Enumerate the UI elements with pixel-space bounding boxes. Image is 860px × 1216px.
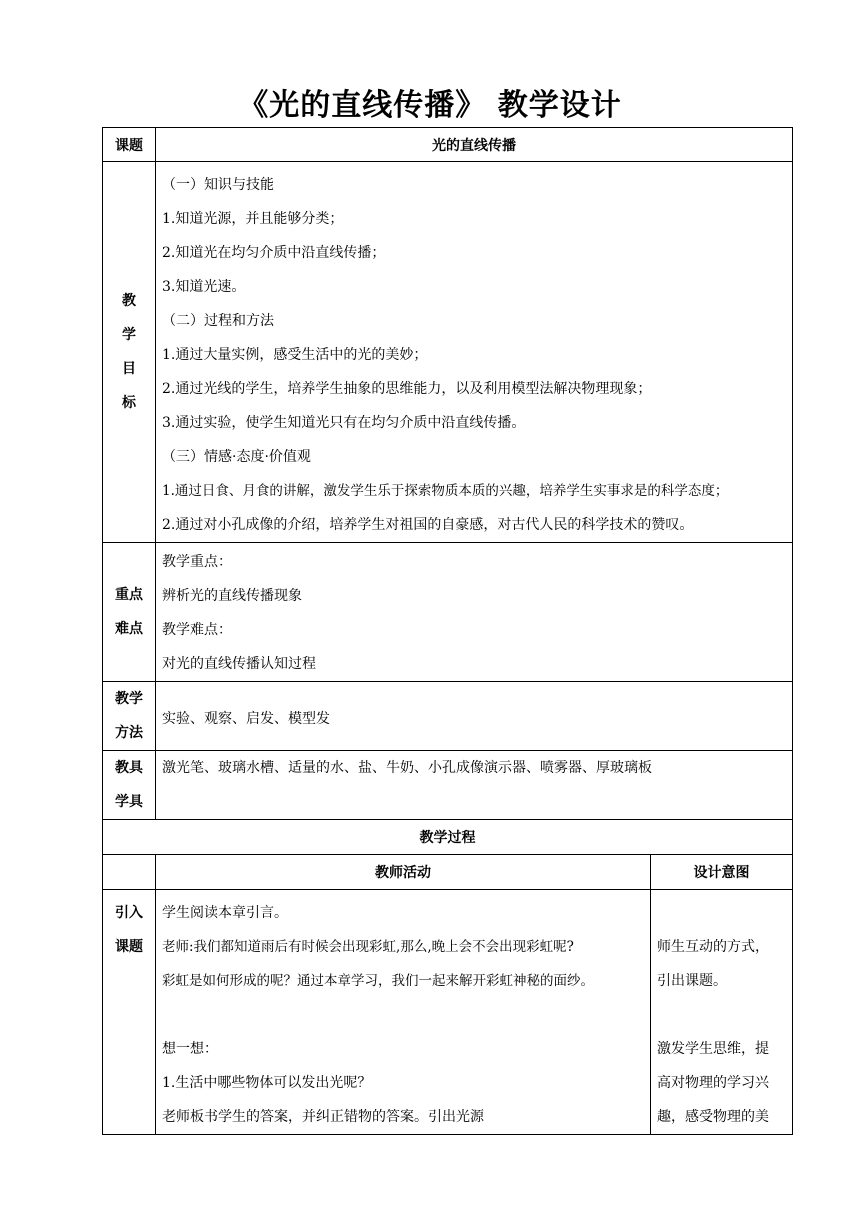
topic-row [103,128,793,162]
methods-value [156,682,793,751]
objectives-label-char: 教 [122,293,136,309]
tools-label-line: 学具 [115,794,143,810]
key-point-line: 对光的直线传播认知过程 [162,656,316,672]
tools-text: 激光笔、玻璃水槽、适量的水、盐、牛奶、小孔成像演示器、喷雾器、厚玻璃板 [162,760,652,776]
teacher-activity-line [162,998,650,1032]
design-intent-header: 设计意图 [651,855,793,890]
teacher-activity-line: 老师板书学生的答案，并纠正错物的答案。引出光源 [162,1109,484,1125]
intro-label [103,890,156,1135]
key-points-label-line: 难点 [115,621,143,637]
topic-value: 光的直线传播 [156,128,793,162]
objectives-content [156,162,793,543]
objectives-label-char: 标 [122,395,136,411]
topic-label: 课题 [103,128,156,162]
objective-line: （一）知识与技能 [162,177,274,193]
objectives-label [103,162,156,543]
objective-line: 3.知道光速。 [162,279,246,295]
teacher-activity-line: 学生阅读本章引言。 [162,905,288,921]
key-points-label [103,543,156,682]
design-intent-line: 趣，感受物理的美 [657,1109,769,1125]
teacher-activity-line: 1.生活中哪些物体可以发出光呢？ [162,1075,372,1091]
objective-line: 2.通过对小孔成像的介绍，培养学生对祖国的自豪感，对古代人民的科学技术的赞叹。 [162,517,694,533]
design-intent-line: 高对物理的学习兴 [657,1075,769,1091]
intro-teacher-activity [156,890,651,1135]
lesson-plan-table [102,127,793,1135]
objective-line: 2.通过光线的学生，培养学生抽象的思维能力，以及利用模型法解决物理现象； [162,381,652,397]
tools-row [103,751,793,820]
objective-line: （二）过程和方法 [162,313,274,329]
key-point-line: 教学难点： [162,622,232,638]
objective-line: （三）情感·态度·价值观 [162,449,311,465]
design-intent-line: 师生互动的方式， [657,939,769,955]
design-intent-line: 引出课题。 [657,973,727,989]
objective-line: 2.知道光在均匀介质中沿直线传播； [162,245,386,261]
intro-design-intent [651,890,793,1135]
tools-label [103,751,156,820]
objective-line: 1.通过大量实例，感受生活中的光的美妙； [162,347,428,363]
page-title: 《光的直线传播》 教学设计 [238,88,622,123]
tools-value [156,751,793,820]
key-points-content [156,543,793,682]
objectives-row [103,162,793,543]
process-empty-cell [103,855,156,890]
key-point-line: 辨析光的直线传播现象 [162,588,302,604]
key-point-line: 教学重点： [162,554,232,570]
tools-label-line: 教具 [115,760,143,776]
methods-label-line: 方法 [115,725,143,741]
intro-label-line: 课题 [115,939,143,955]
design-intent-line [657,896,792,930]
methods-row [103,682,793,751]
teacher-activity-line: 想一想： [162,1041,218,1057]
objective-line: 1.通过日食、月食的讲解，激发学生乐于探索物质本质的兴趣，培养学生实事求是的科学态度； [162,483,729,499]
methods-text: 实验、观察、启发、模型发 [162,711,330,727]
key-points-row [103,543,793,682]
process-header: 教学过程 [103,820,793,855]
teacher-activity-line: 老师:我们都知道雨后有时候会出现彩虹,那么,晚上会不会出现彩虹呢? [162,939,574,955]
intro-label-line: 引入 [115,905,143,921]
intro-row [103,890,793,1135]
design-intent-line: 激发学生思维，提 [657,1041,769,1057]
process-columns-row [103,855,793,890]
objectives-label-char: 学 [122,327,136,343]
objectives-label-char: 目 [122,361,136,377]
design-intent-line [657,998,792,1032]
methods-label-line: 教学 [115,691,143,707]
methods-label [103,682,156,751]
teacher-activity-line: 彩虹是如何形成的呢？通过本章学习，我们一起来解开彩虹神秘的面纱。 [162,973,594,989]
objective-line: 1.知道光源，并且能够分类； [162,211,344,227]
key-points-label-line: 重点 [115,587,143,603]
process-header-row [103,820,793,855]
teacher-activity-header: 教师活动 [156,855,651,890]
objective-line: 3.通过实验，使学生知道光只有在均匀介质中沿直线传播。 [162,415,526,431]
